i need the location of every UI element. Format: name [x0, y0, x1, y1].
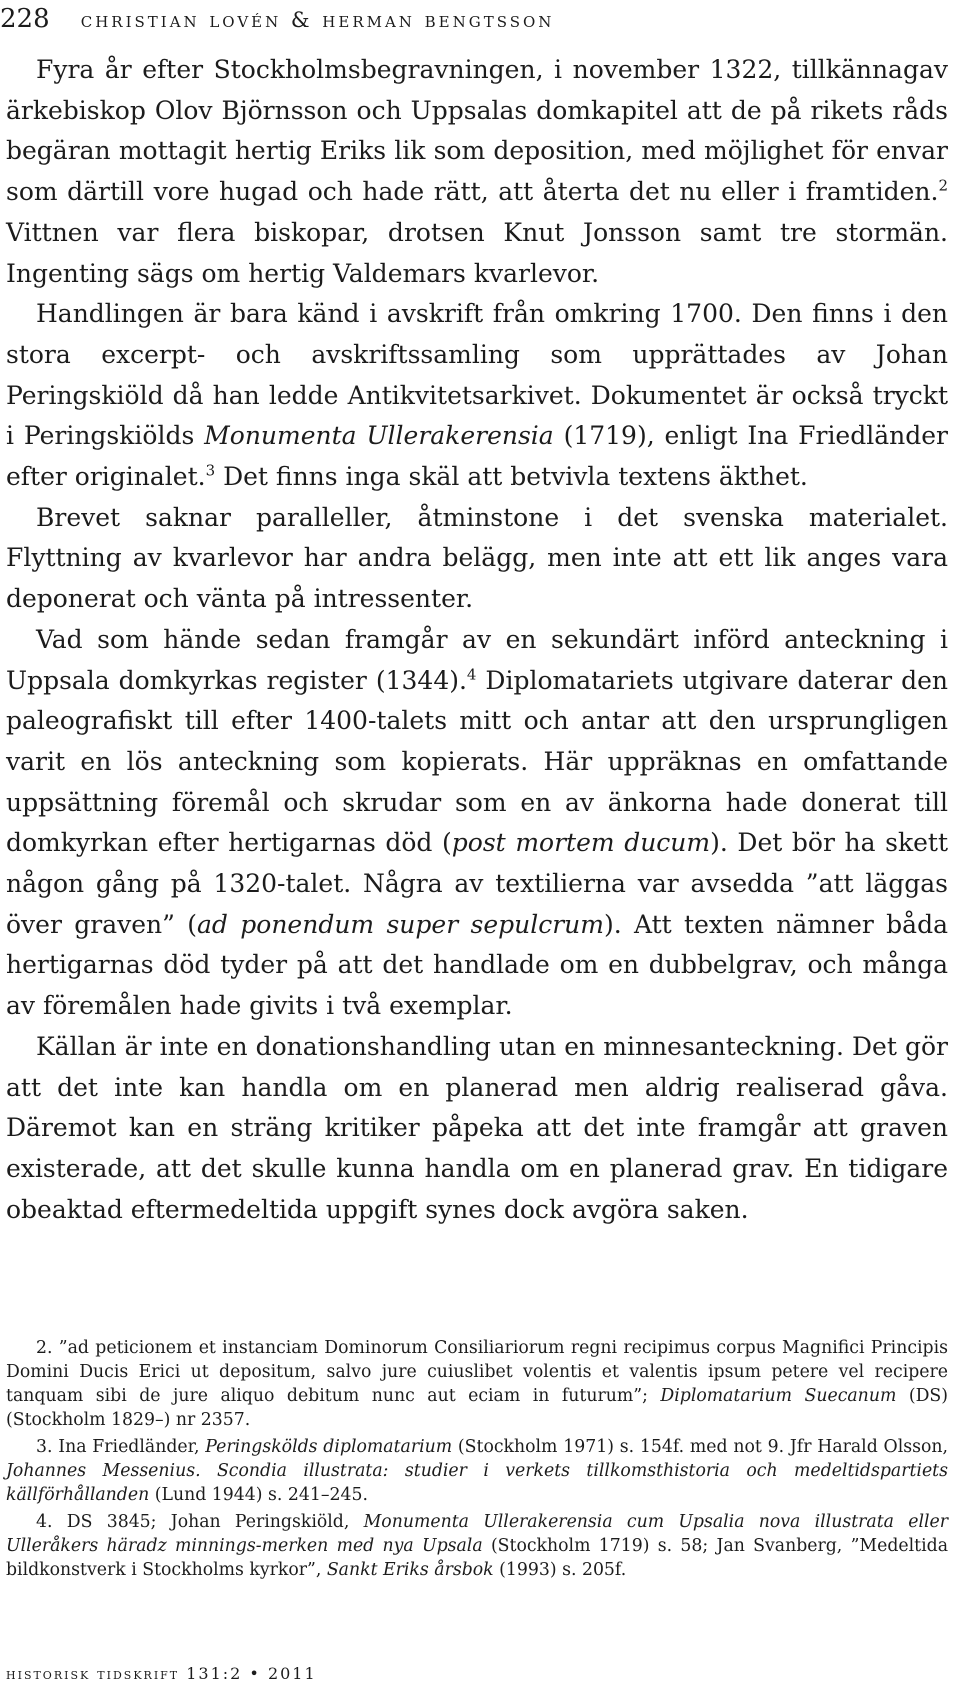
footnote-ref: 2	[938, 176, 948, 195]
text-run: Handlingen är bara känd i avskrift från omkring 1700. Den finns i den stora excerpt- och avskriftssamling som upprättades av Johan Peringskiöld då han ledde Antikvitetsarkivet. Dokumentet är också tryckt i Peringskiölds	[6, 299, 948, 451]
text-run: (1719), enligt Ina Friedländer efter originalet.	[6, 421, 948, 492]
text-run: 3. Ina Friedländer,	[36, 1437, 206, 1457]
text-run: 2. ”ad peticionem et instanciam Dominorum Consiliariorum regni recipimus corpus Magnifici Principis Domini Ducis Erici ut depositum, salvo jure cuiuslibet volentis et valentis ipsum petere vel recipere tanquam sibi de jure aliquo debitum nunc aut eciam in futurum”;	[6, 1338, 948, 1406]
paragraph	[6, 1027, 948, 1231]
page-header	[0, 4, 900, 40]
text-run: ). Det bör ha skett någon gång på 1320-talet. Några av textilierna var avsedda ”att läggas över graven” (	[6, 828, 948, 939]
footnote-ref: 4	[466, 665, 477, 684]
paragraph	[6, 498, 948, 620]
text-run: Vad som hände sedan framgår av en sekundärt införd anteckning i Uppsala domkyrkas register (1344).	[6, 624, 948, 695]
text-run: (DS) (Stockholm 1829–) nr 2357.	[6, 1386, 949, 1430]
footnote-ref: 3	[205, 461, 216, 480]
text-run: Diplomatariets utgivare daterar den paleografiskt till efter 1400-talets mitt och antar att den ursprungligen varit en lös anteckning som kopierats. Här uppräknas en omfattande uppsättning föremål och skrudar som en av änkorna hade donerat till domkyrkan efter hertigarnas död (	[6, 665, 948, 858]
italic-text: Diplomatarium Suecanum	[660, 1386, 897, 1406]
text-run: (Lund 1944) s. 241–245.	[149, 1485, 368, 1505]
italic-text: Peringskölds diplomatarium	[205, 1437, 453, 1457]
page-number: 228	[0, 4, 50, 34]
italic-text: Monumenta Ullerakerensia	[204, 421, 554, 451]
text-run: Vittnen var flera biskopar, drotsen Knut Jonsson samt tre stormän. Ingenting sägs om hertig Valdemars kvarlevor.	[6, 217, 948, 288]
text-run: Det finns inga skäl att betvivla textens äkthet.	[215, 462, 808, 492]
italic-text: ad ponendum super sepulcrum	[197, 909, 604, 939]
footnote	[6, 1435, 948, 1507]
paragraph	[6, 50, 948, 294]
italic-text: Johannes Messenius. Scondia illustrata: studier i verkets tillkomsthistoria och medeltidspartiets källförhållanden	[6, 1461, 948, 1505]
footnotes	[6, 1336, 948, 1585]
italic-text: Monumenta Ullerakerensia cum Upsalia nova illustrata eller Ulleråkers häradz minnings-merken med nya Upsala	[6, 1512, 948, 1556]
italic-text: Sankt Eriks årsbok	[326, 1560, 494, 1580]
text-run: ). Att texten nämner båda hertigarnas död tyder på att det handlade om en dubbelgrav, och många av föremålen hade givits i två exemplar.	[6, 909, 948, 1021]
italic-text: post mortem ducum	[451, 828, 711, 858]
paragraph	[6, 294, 948, 498]
text-run: Brevet saknar paralleller, åtminstone i det svenska materialet. Flyttning av kvarlevor har andra belägg, men inte att ett lik anges vara deponerat och vänta på intressenter.	[6, 502, 948, 614]
page-footer: historisk tidskrift 131:2 • 2011	[6, 1664, 317, 1683]
footnote	[6, 1510, 948, 1582]
running-head: christian lovén & herman bengtsson	[80, 8, 555, 32]
text-run: (Stockholm 1971) s. 154f. med not 9. Jfr Harald Olsson,	[452, 1437, 949, 1457]
text-run: Fyra år efter Stockholmsbegravningen, i november 1322, tillkännagav ärkebiskop Olov Björnsson och Uppsalas domkapitel att de på rikets råds begäran mottagit hertig Eriks lik som deposition, med möjlighet för envar som därtill vore hugad och hade rätt, att återta det nu eller i framtiden.	[6, 55, 948, 207]
text-run: (Stockholm 1719) s. 58; Jan Svanberg, ”Medeltida bildkonstverk i Stockholms kyrkor”,	[6, 1536, 949, 1580]
footnote	[6, 1336, 948, 1432]
paragraph	[6, 620, 948, 1027]
text-run: 4. DS 3845; Johan Peringskiöld,	[36, 1512, 364, 1532]
text-run: Källan är inte en donationshandling utan en minnesanteckning. Det gör att det inte kan handla om en planerad men aldrig realiserad gåva. Däremot kan en sträng kritiker påpeka att det inte framgår att graven existerade, att det skulle kunna handla om en planerad grav. En tidigare obeaktad eftermedeltida uppgift synes dock avgöra saken.	[6, 1031, 948, 1224]
text-run: (1993) s. 205f.	[493, 1560, 627, 1580]
body-text	[6, 50, 948, 1230]
